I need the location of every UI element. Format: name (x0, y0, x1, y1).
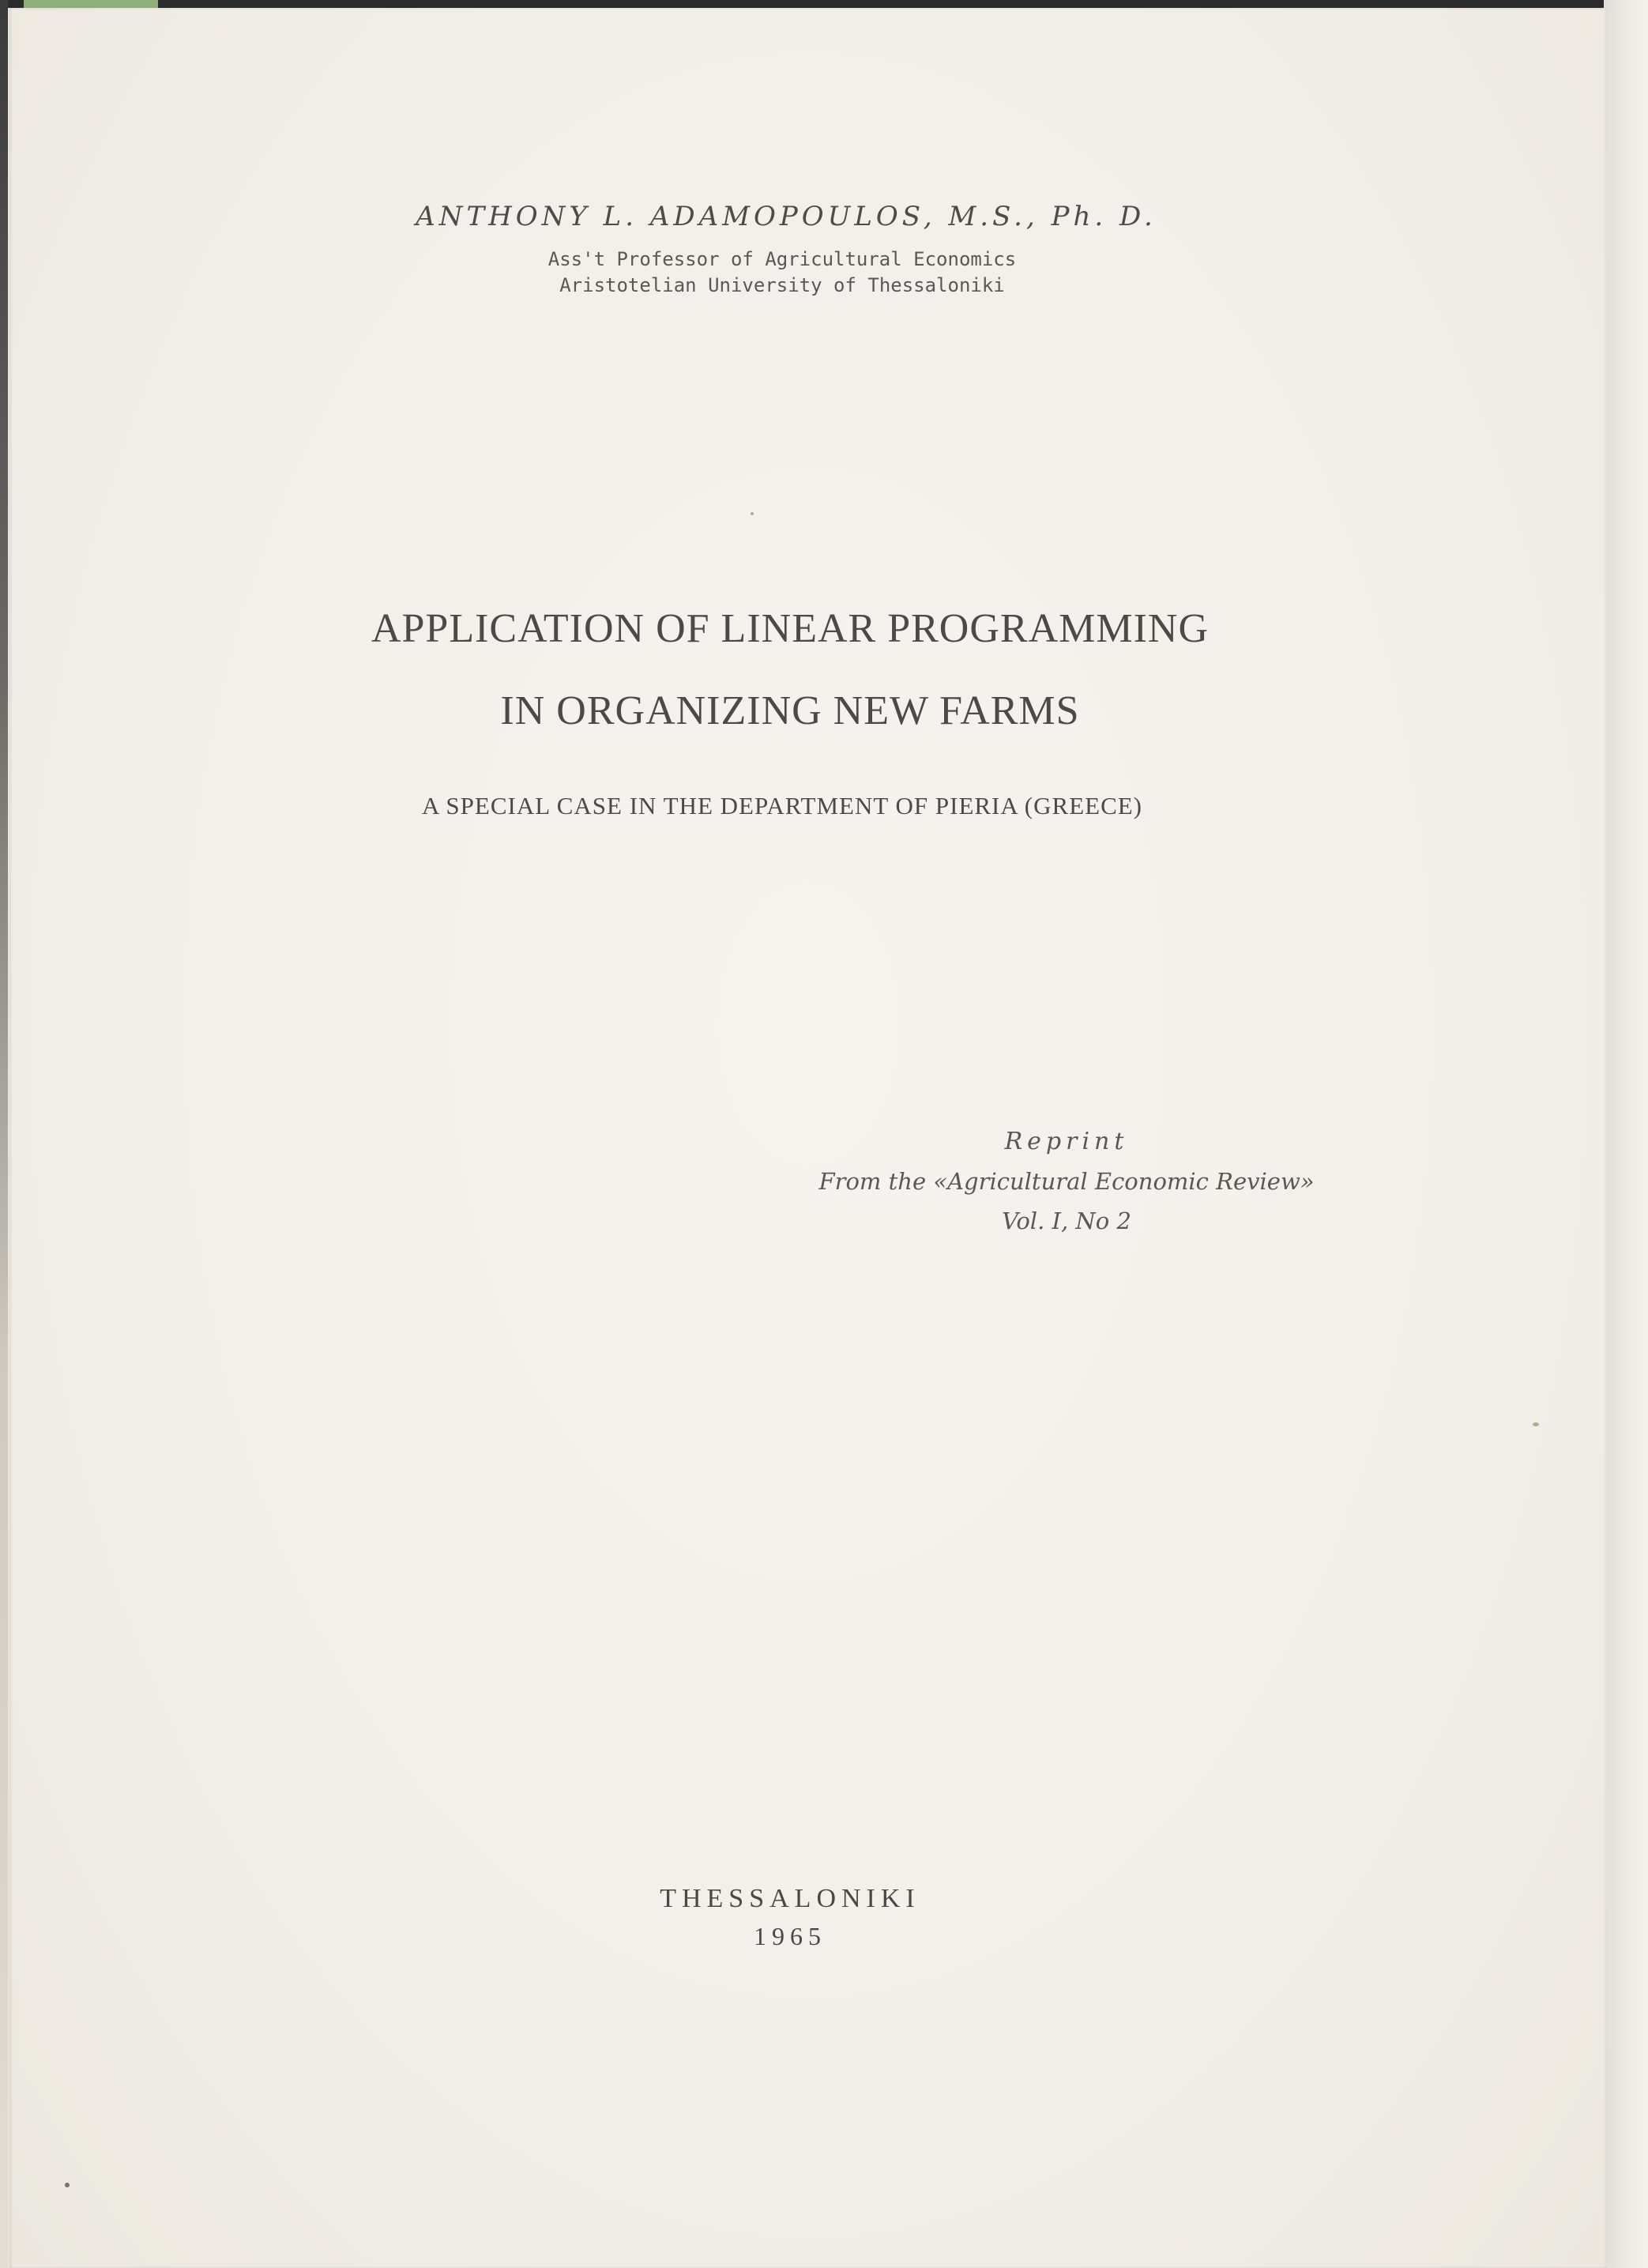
scanner-backing-accent (24, 0, 158, 8)
reprint-label: Reprint (1004, 1128, 1129, 1155)
author-name: ANTHONY L. ADAMOPOULOS, M.S., Ph. D. (416, 201, 1157, 232)
title-line-1: APPLICATION OF LINEAR PROGRAMMING (371, 606, 1210, 651)
title-line-2: IN ORGANIZING NEW FARMS (500, 688, 1080, 733)
publication-year: 1965 (754, 1922, 826, 1950)
page-edge (1604, 0, 1648, 2268)
author-affiliation-title: Ass't Professor of Agricultural Economics (547, 248, 1017, 270)
paper-speck (65, 2183, 70, 2187)
scanner-backing-top (0, 0, 1648, 8)
reprint-source: From the «Agricultural Economic Review» (818, 1168, 1315, 1195)
paper-speck (1533, 1422, 1539, 1426)
reprint-volume: Vol. I, No 2 (1002, 1207, 1131, 1234)
publication-place: THESSALONIKI (660, 1884, 920, 1913)
author-affiliation-university: Aristotelian University of Thessaloniki (559, 274, 1005, 296)
subtitle: A SPECIAL CASE IN THE DEPARTMENT OF PIERIA (GREECE) (421, 792, 1143, 819)
paper-speck (751, 512, 754, 515)
reprint-notice (774, 1122, 1359, 1241)
